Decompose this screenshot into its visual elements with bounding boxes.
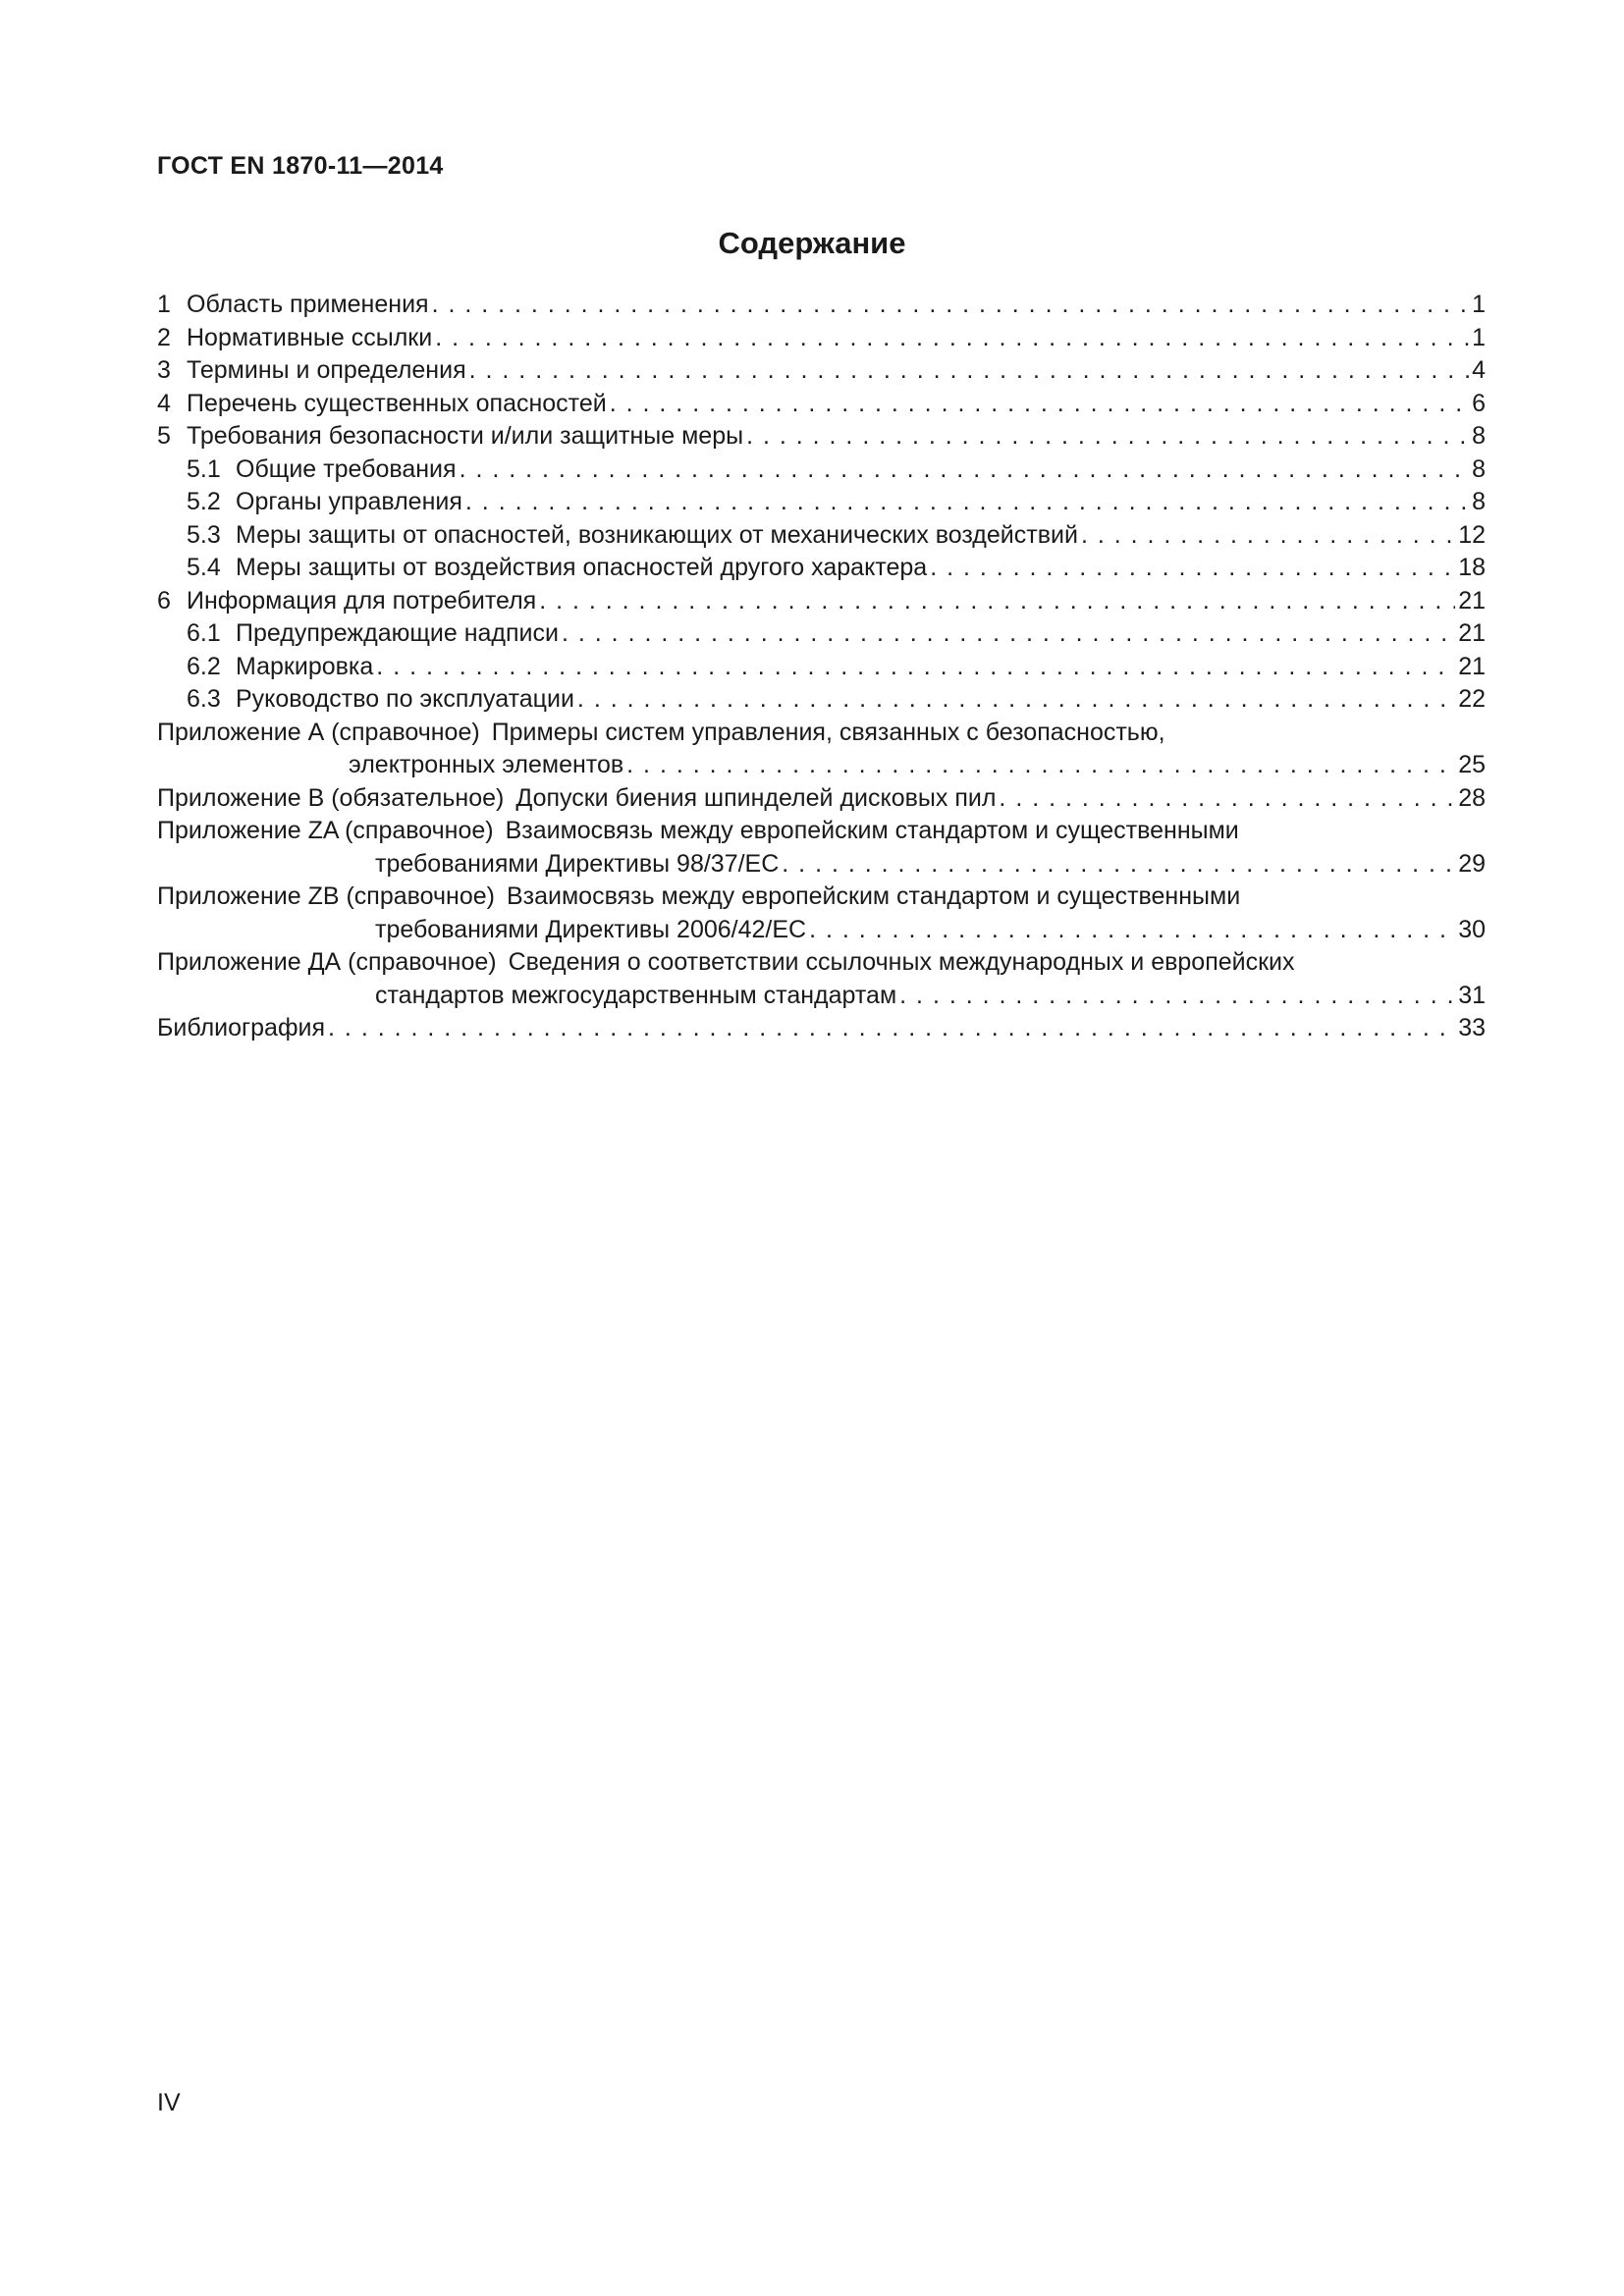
toc-entry[interactable] xyxy=(157,420,1486,454)
toc-entry-number: 5.4 xyxy=(187,554,221,581)
annex-zb-entry[interactable] xyxy=(157,881,1486,914)
toc-entry-page: 4 xyxy=(1472,356,1486,384)
toc-entry-page: 30 xyxy=(1458,915,1486,943)
toc-entry-title: Термины и определения xyxy=(187,356,466,384)
toc-entry[interactable] xyxy=(157,289,1486,322)
toc-entry-page: 25 xyxy=(1458,751,1486,778)
annex-da-entry[interactable] xyxy=(157,946,1486,980)
toc-entry-number: 4 xyxy=(157,389,171,417)
toc-subentry[interactable] xyxy=(157,617,1486,651)
toc-entry-page: 21 xyxy=(1458,586,1486,614)
toc-subentry[interactable] xyxy=(157,454,1486,487)
toc-entry-page: 8 xyxy=(1472,422,1486,450)
toc-entry-page: 28 xyxy=(1458,783,1486,812)
toc-entry-title: Нормативные ссылки xyxy=(187,323,433,351)
toc-subentry[interactable] xyxy=(157,651,1486,684)
bibliography-title: Библиография xyxy=(157,1014,326,1041)
toc-entry-title: Руководство по эксплуатации xyxy=(236,685,574,713)
toc-entry-page: 21 xyxy=(1458,652,1486,680)
toc-entry-page: 1 xyxy=(1472,323,1486,351)
toc-entry-number: 2 xyxy=(157,323,171,351)
toc-entry-title: Меры защиты от опасностей, возникающих от механических воздействий xyxy=(236,520,1078,549)
annex-za-entry[interactable] xyxy=(157,815,1486,848)
annex-za-entry-continuation[interactable] xyxy=(157,848,1486,881)
toc-entry-number: 1 xyxy=(157,291,171,318)
annex-zb-entry-continuation[interactable] xyxy=(157,914,1486,947)
annex-a-entry-continuation[interactable] xyxy=(157,749,1486,782)
toc-entry-page: 33 xyxy=(1458,1014,1486,1041)
annex-title-continuation: стандартов межгосударственным стандартам xyxy=(375,981,897,1009)
annex-prefix: Приложение ZA (справочное) xyxy=(157,817,494,844)
toc-entry-page: 12 xyxy=(1458,520,1486,549)
annex-title-continuation: электронных элементов xyxy=(349,751,624,778)
toc-entry-title: Общие требования xyxy=(236,454,457,483)
toc-subentry[interactable] xyxy=(157,519,1486,553)
toc-subentry[interactable] xyxy=(157,552,1486,585)
toc-subentry[interactable] xyxy=(157,486,1486,519)
toc-entry-page: 8 xyxy=(1472,454,1486,483)
annex-title: Примеры систем управления, связанных с безопасностью, xyxy=(491,718,1165,746)
toc-entry-page: 6 xyxy=(1472,389,1486,417)
annex-title-continuation: требованиями Директивы 98/37/ЕС xyxy=(375,849,780,878)
toc-entry-number: 5.2 xyxy=(187,488,221,515)
toc-entry-page: 29 xyxy=(1458,849,1486,878)
toc-entry-number: 6 xyxy=(157,586,171,614)
annex-title-continuation: требованиями Директивы 2006/42/ЕС xyxy=(375,915,807,943)
toc-entry-title: Перечень существенных опасностей xyxy=(187,389,607,417)
toc-entry-title: Требования безопасности и/или защитные меры xyxy=(187,422,744,450)
toc-entry-number: 3 xyxy=(157,356,171,384)
toc-entry[interactable] xyxy=(157,388,1486,421)
bibliography-entry[interactable] xyxy=(157,1012,1486,1045)
document-code: ГОСТ EN 1870-11—2014 xyxy=(157,152,444,180)
annex-title: Взаимосвязь между европейским стандартом и существенными xyxy=(505,817,1239,844)
toc-entry-page: 1 xyxy=(1472,291,1486,318)
annex-prefix: Приложение ZB (справочное) xyxy=(157,882,495,910)
toc-entry-number: 6.1 xyxy=(187,619,221,647)
toc-entry-page: 8 xyxy=(1472,488,1486,515)
annex-title: Допуски биения шпинделей дисковых пил xyxy=(515,783,997,812)
toc-subentry[interactable] xyxy=(157,683,1486,717)
toc-entry[interactable] xyxy=(157,354,1486,388)
page-number: IV xyxy=(157,2089,181,2116)
table-of-contents xyxy=(157,289,1486,1045)
toc-entry-page: 18 xyxy=(1458,554,1486,581)
annex-prefix: Приложение А (справочное) xyxy=(157,718,480,746)
toc-entry-number: 5 xyxy=(157,422,171,450)
annex-title: Взаимосвязь между европейским стандартом и существенными xyxy=(506,882,1241,910)
toc-entry[interactable] xyxy=(157,322,1486,355)
toc-entry-title: Информация для потребителя xyxy=(187,586,537,614)
annex-title: Сведения о соответствии ссылочных международных и европейских xyxy=(508,948,1295,976)
toc-entry-title: Область применения xyxy=(187,291,429,318)
toc-entry-title: Органы управления xyxy=(236,488,462,515)
toc-title: Содержание xyxy=(718,226,906,260)
toc-entry-title: Маркировка xyxy=(236,652,374,680)
toc-entry-number: 5.1 xyxy=(187,454,221,483)
annex-b-entry[interactable] xyxy=(157,782,1486,816)
toc-entry-page: 21 xyxy=(1458,619,1486,647)
toc-entry-page: 31 xyxy=(1458,981,1486,1009)
toc-entry-title: Меры защиты от воздействия опасностей другого характера xyxy=(236,554,928,581)
toc-entry-title: Предупреждающие надписи xyxy=(236,619,559,647)
toc-entry-number: 6.3 xyxy=(187,685,221,713)
annex-prefix: Приложение В (обязательное) xyxy=(157,783,505,812)
annex-a-entry[interactable] xyxy=(157,717,1486,750)
toc-entry-number: 6.2 xyxy=(187,652,221,680)
toc-entry-page: 22 xyxy=(1458,685,1486,713)
toc-entry-number: 5.3 xyxy=(187,520,221,549)
toc-entry[interactable] xyxy=(157,585,1486,618)
annex-da-entry-continuation[interactable] xyxy=(157,980,1486,1013)
annex-prefix: Приложение ДА (справочное) xyxy=(157,948,497,976)
